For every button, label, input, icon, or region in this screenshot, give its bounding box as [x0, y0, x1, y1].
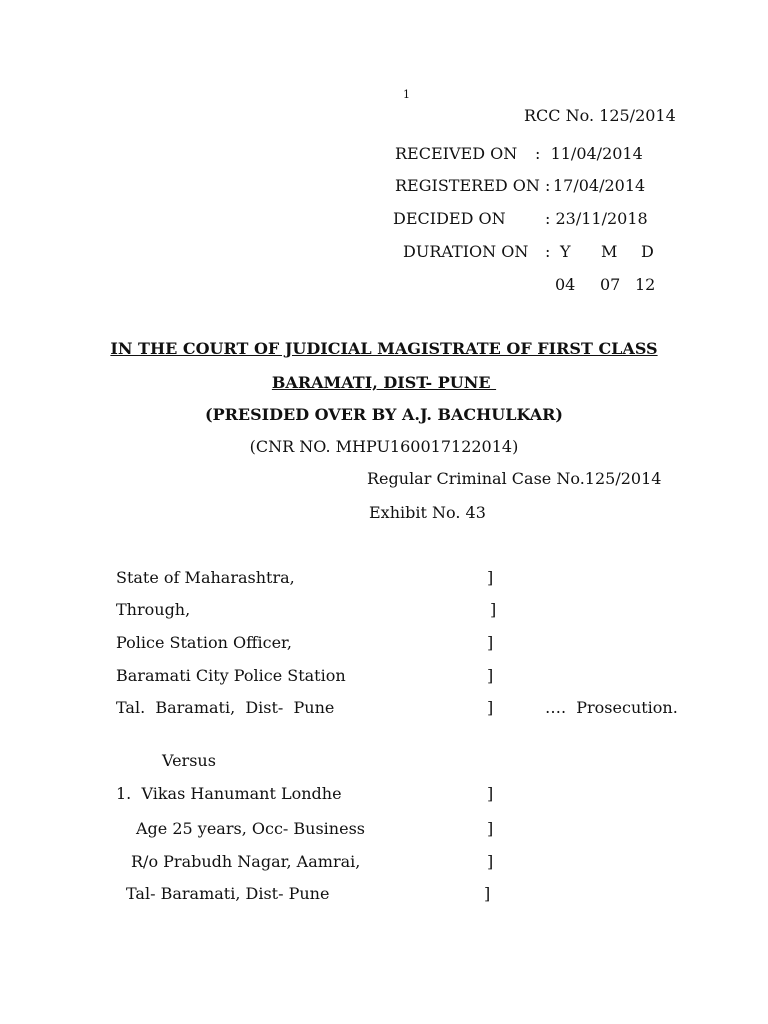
exhibit-number: Exhibit No. 43 — [369, 503, 486, 522]
bracket: ] — [487, 568, 494, 587]
accused-line: R/o Prabudh Nagar, Aamrai, — [131, 852, 361, 871]
bracket: ] — [487, 852, 494, 871]
duration-colon: : — [545, 242, 551, 261]
prosecution-line: Police Station Officer, — [116, 633, 293, 652]
prosecution-line: Baramati City Police Station — [116, 666, 346, 685]
bracket: ] — [487, 633, 494, 652]
bracket: ] — [487, 784, 494, 803]
court-place: BARAMATI, DIST- PUNE — [271, 373, 497, 392]
prosecution-line: State of Maharashtra, — [116, 568, 295, 587]
prosecution-line: Through, — [116, 600, 191, 619]
duration-unit-days: D — [641, 242, 654, 261]
prosecution-line: Tal. Baramati, Dist- Pune — [116, 698, 335, 717]
bracket: ] — [487, 666, 494, 685]
duration-unit-years: Y — [560, 242, 571, 261]
versus-label: Versus — [162, 751, 216, 770]
decided-value: : 23/11/2018 — [545, 209, 648, 228]
accused-line: 1. Vikas Hanumant Londhe — [116, 784, 342, 803]
bracket: ] — [487, 698, 494, 717]
accused-line: Age 25 years, Occ- Business — [136, 819, 365, 838]
prosecution-role: …. Prosecution. — [545, 698, 678, 717]
accused-line: Tal- Baramati, Dist- Pune — [126, 884, 330, 903]
decided-label: DECIDED ON — [393, 209, 506, 228]
registered-label: REGISTERED ON : — [395, 176, 551, 195]
rcc-number: RCC No. 125/2014 — [524, 106, 676, 125]
duration-value-years: 04 — [555, 275, 576, 294]
presiding-officer: (PRESIDED OVER BY A.J. BACHULKAR) — [205, 405, 563, 424]
court-title: IN THE COURT OF JUDICIAL MAGISTRATE OF FIRST CLASS — [110, 339, 658, 358]
duration-value-days: 12 — [635, 275, 656, 294]
cnr-number: (CNR NO. MHPU160017122014) — [249, 437, 519, 456]
duration-unit-months: M — [601, 242, 618, 261]
bracket: ] — [484, 884, 491, 903]
registered-value: 17/04/2014 — [553, 176, 646, 195]
page-number: 1 — [403, 88, 410, 101]
case-number: Regular Criminal Case No.125/2014 — [367, 469, 662, 488]
duration-label: DURATION ON — [403, 242, 529, 261]
received-value: : 11/04/2014 — [535, 144, 643, 163]
duration-value-months: 07 — [600, 275, 621, 294]
bracket: ] — [487, 819, 494, 838]
bracket: ] — [490, 600, 497, 619]
received-label: RECEIVED ON — [395, 144, 518, 163]
